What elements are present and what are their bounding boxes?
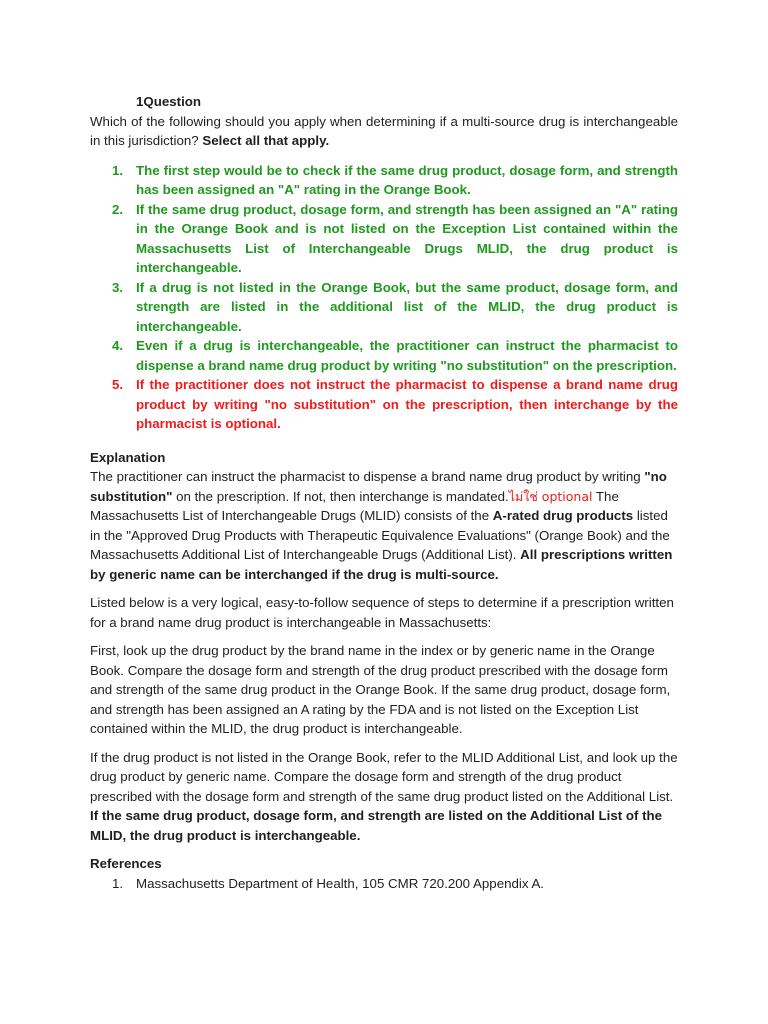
- answer-option-1: [90, 161, 678, 200]
- explanation-text: The practitioner can instruct the pharmacist to dispense a brand name drug product by writing: [90, 469, 645, 484]
- option-text: Even if a drug is interchangeable, the practitioner can instruct the pharmacist to dispense a brand name drug product by writing "no substitution" on the prescription.: [136, 338, 678, 373]
- answer-option-3: [90, 278, 678, 337]
- option-number: 3.: [112, 279, 124, 295]
- reference-number: 1.: [112, 875, 124, 891]
- explanation-emphasis: If the same drug product, dosage form, and strength are listed on the Additional List of the MLID, the drug product is interchangeable.: [90, 808, 663, 843]
- explanation-emphasis: A-rated drug products: [492, 508, 634, 523]
- explanation-text: If the drug product is not listed in the Orange Book, refer to the MLID Additional List, and look up the drug product by generic name. Compare the dosage form and strength of the drug product prescribed with the dosage form and strength of the same drug product listed on the Additional List.: [90, 749, 678, 804]
- references-heading: References: [90, 856, 162, 871]
- reference-text: Massachusetts Department of Health, 105 CMR 720.200 Appendix A.: [136, 875, 545, 891]
- references-list: [90, 874, 678, 894]
- option-text: If the same drug product, dosage form, and strength has been assigned an "A" rating in the Orange Book and is not listed on the Exception List contained within the Massachusetts List of Interchangeable Drugs MLID, the drug product is interchangeable.: [136, 201, 678, 275]
- explanation-text: The Massachusetts List of Interchangeable Drugs (MLID) consists of the: [90, 488, 619, 523]
- explanation-text: listed in the "Approved Drug Products with Therapeutic Equivalence Evaluations" (Orange Book) and the Massachusetts Additional List of Interchangeable Drugs (Additional List).: [90, 508, 670, 562]
- explanation-text: on the prescription. If not, then interchange is mandated.: [172, 488, 509, 504]
- explanation-paragraph-2: Listed below is a very logical, easy-to-follow sequence of steps to determine if a prescription written for a brand name drug product is interchangeable in Massachusetts:: [90, 595, 674, 630]
- question-text: [90, 112, 678, 151]
- document-page: [90, 92, 678, 893]
- reference-item: [90, 874, 678, 894]
- explanation-emphasis: "no substitution": [90, 469, 667, 504]
- explanation-emphasis: All prescriptions written by generic name can be interchanged if the drug is multi-source.: [90, 547, 673, 582]
- option-text: If a drug is not listed in the Orange Book, but the same product, dosage form, and strength are listed in the additional list of the MLID, the drug product is interchangeable.: [136, 279, 678, 334]
- option-number: 5.: [112, 377, 124, 392]
- answer-option-5: [90, 375, 678, 434]
- question-instruction: Select all that apply.: [202, 133, 330, 148]
- option-number: 4.: [112, 338, 124, 353]
- question-heading: 1Question: [136, 94, 202, 109]
- explanation-heading: Explanation: [90, 449, 166, 465]
- option-text: The first step would be to check if the same drug product, dosage form, and strength has been assigned an "A" rating in the Orange Book.: [136, 162, 678, 197]
- answer-options-list: [90, 161, 678, 434]
- explanation-paragraph-4: [90, 748, 678, 846]
- option-number: 1.: [112, 162, 124, 178]
- handwritten-note: ไม่ใช่ optional: [508, 488, 593, 504]
- explanation-paragraph-1: [90, 467, 678, 584]
- answer-option-4: [90, 336, 678, 375]
- option-number: 2.: [112, 201, 124, 217]
- answer-option-2: [90, 200, 678, 278]
- option-text: If the practitioner does not instruct the pharmacist to dispense a brand name drug product by writing "no substitution" on the prescription, then interchange by the pharmacist is optional.: [136, 377, 678, 431]
- question-body: Which of the following should you apply when determining if a multi-source drug is interchangeable in this jurisdiction?: [90, 113, 678, 148]
- explanation-paragraph-3: First, look up the drug product by the brand name in the index or by generic name in the Orange Book. Compare the dosage form and strength of the drug product prescribed with the dosage form and strength of the same drug product in the Orange Book. If the same drug product, dosage form, and strength has been assigned an A rating by the FDA and is not listed on the Exception List contained within the MLID, the drug product is interchangeable.: [90, 643, 671, 736]
